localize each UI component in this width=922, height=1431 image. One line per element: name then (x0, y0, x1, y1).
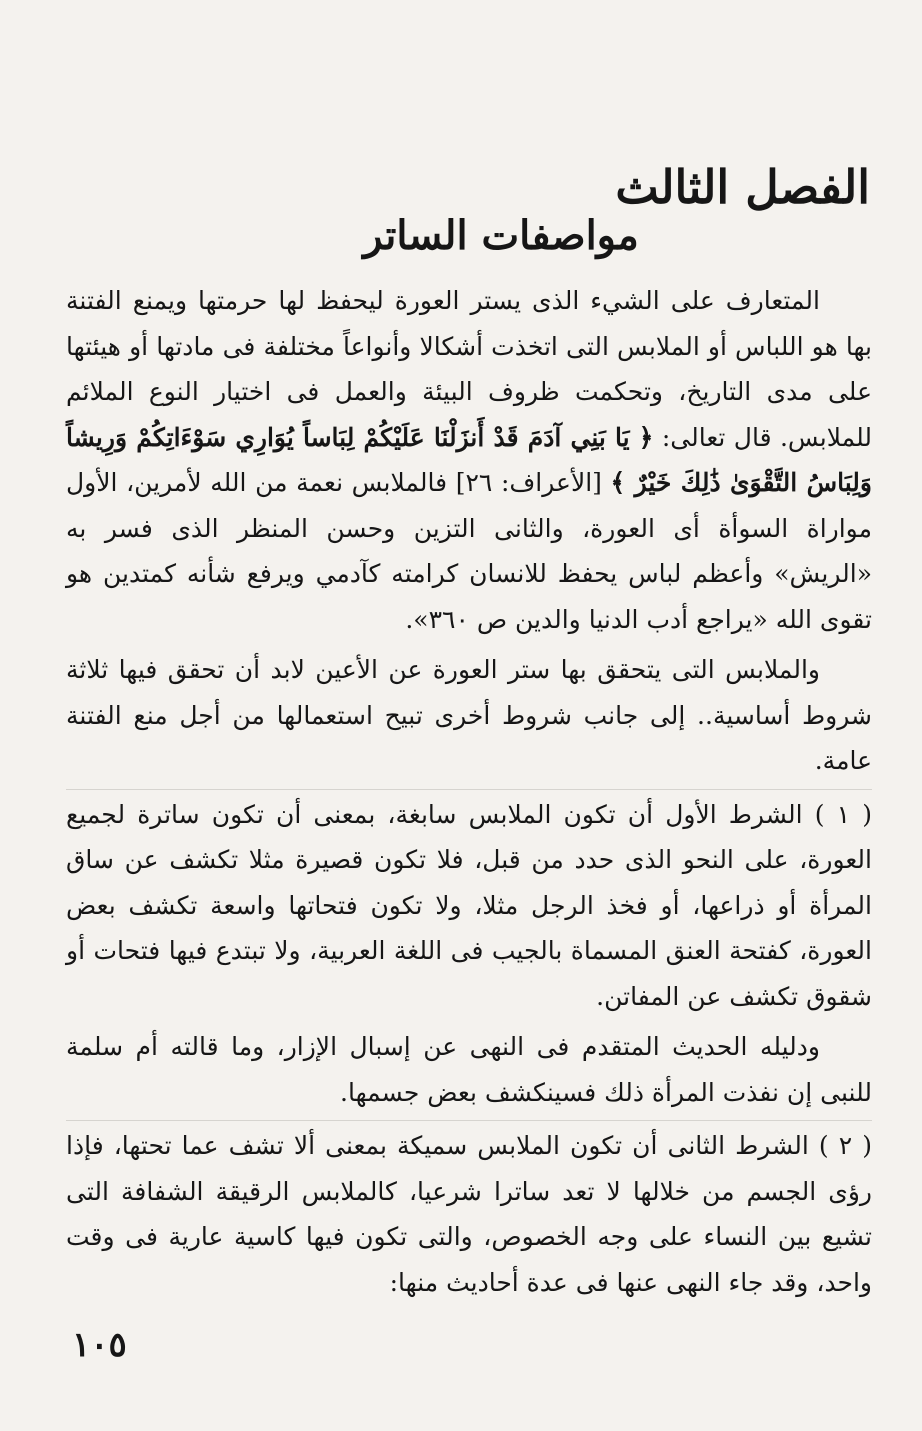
chapter-title: الفصل الثالث (615, 160, 870, 214)
section-title: مواصفات الساتر (363, 212, 639, 259)
body-text (66, 278, 872, 1310)
page-number: ١٠٥ (72, 1325, 127, 1365)
paragraph-intro-text-a: المتعارف على الشيء الذى يستر العورة ليحفظ لها حرمتها ويمنع الفتنة بها هو اللباس أو الملابس التى اتخذت أشكالا وأنواعاً مختلفة فى مادتها أو هيئتها على مدى التاريخ، وتحكمت ظروف البيئة والعمل فى اختيار النوع الملائم للملابس. قال تعالى: (66, 286, 872, 452)
paragraph-evidence: ودليله الحديث المتقدم فى النهى عن إسبال الإزار، وما قالته أم سلمة للنبى إن نفذت المرأة ذلك فسينكشف بعض جسمها. (66, 1032, 872, 1107)
paragraph-intro-text-b: [الأعراف: ٢٦] فالملابس نعمة من الله لأمرين، الأول مواراة السوأة أى العورة، والثانى التزين وحسن المنظر الذى فسر به «الريش» وأعظم لباس يحفظ للانسان كرامته كآدمي ويرفع شأنه كمتدين هو تقوى الله «يراجع أدب الدنيا والدين ص ٣٦٠». (66, 468, 872, 634)
quran-verse: ﴿ يَا بَنِي آدَمَ قَدْ أَنزَلْنَا عَلَيْكُمْ لِبَاساً يُوَارِي سَوْءَاتِكُمْ وَرِيشاً وَلِبَاسُ التَّقْوَىٰ ذَٰلِكَ خَيْرٌ ﴾ (66, 422, 872, 497)
paragraph-condition-2: ( ٢ ) الشرط الثانى أن تكون الملابس سميكة بمعنى ألا تشف عما تحتها، فإذا رؤى الجسم من خلالها لا تعد ساترا شرعيا، كالملابس الرقيقة الشفافة التى تشيع بين النساء على وجه الخصوص، والتى تكون فيها كاسية عارية فى وقت واحد، وقد جاء النهى عنها فى عدة أحاديث منها: (66, 1120, 872, 1305)
paragraph-conditions: والملابس التى يتحقق بها ستر العورة عن الأعين لابد أن تحقق فيها ثلاثة شروط أساسية.. إلى جانب شروط أخرى تبيح استعمالها من أجل منع الفتنة عامة. (66, 655, 872, 775)
paragraph-intro (66, 278, 872, 642)
paragraph-condition-1: ( ١ ) الشرط الأول أن تكون الملابس سابغة، بمعنى أن تكون ساترة لجميع العورة، على النحو الذى حدد من قبل، فلا تكون قصيرة مثلا تكشف عن ساق المرأة أو ذراعها، أو فخذ الرجل مثلا، ولا تكون فتحاتها واسعة تكشف بعض العورة، كفتحة العنق المسماة بالجيب فى اللغة العربية، ولا تبتدع فيها فتحات أو شقوق تكشف عن المفاتن. (66, 789, 872, 1020)
